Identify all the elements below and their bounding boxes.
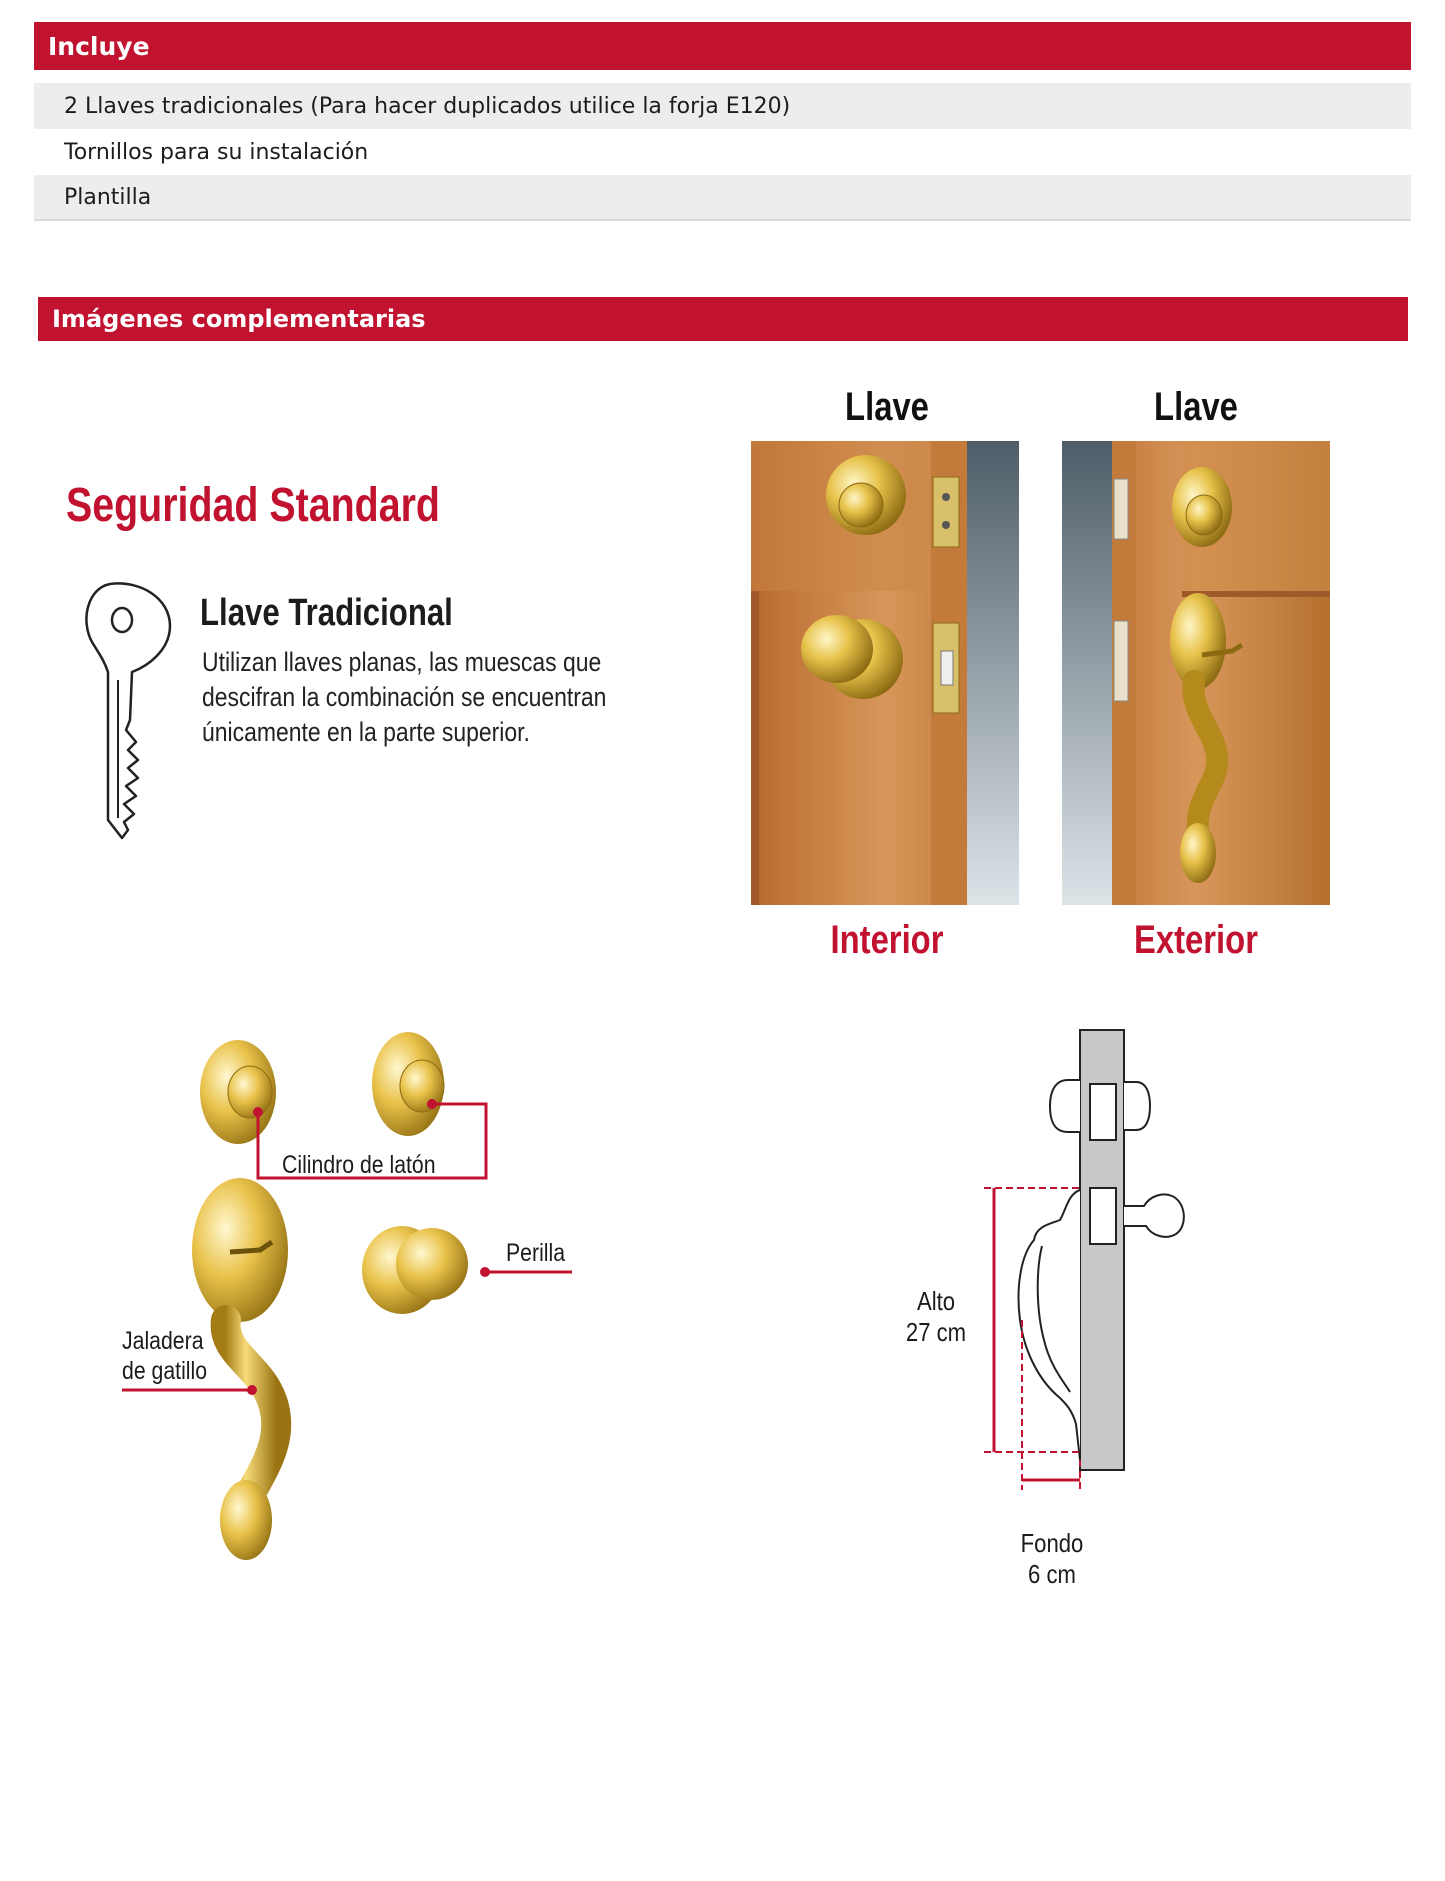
photo-label-exterior: Exterior: [1134, 918, 1258, 962]
imagenes-header: [38, 297, 1408, 341]
photo-label-interior-top: Llave: [845, 385, 929, 429]
incluye-heading: Incluye: [48, 31, 150, 61]
key-description: Utilizan llaves planas, las muescas que descifran la combinación se encuentran únicamente en la parte superior.: [202, 647, 607, 747]
incluye-header: [34, 22, 1411, 70]
dimension-depth: Fondo 6 cm: [1020, 1528, 1084, 1589]
interior-door-photo: [751, 441, 1019, 905]
list-item: Plantilla: [34, 175, 1411, 221]
photo-label-exterior-top: Llave: [1154, 385, 1238, 429]
dimension-height: Alto 27 cm: [905, 1286, 967, 1347]
key-icon: [78, 580, 178, 842]
imagenes-heading: Imágenes complementarias: [52, 305, 426, 333]
list-item: 2 Llaves tradicionales (Para hacer duplicados utilice la forja E120): [34, 83, 1411, 129]
hardware-parts-illustration: [110, 1020, 590, 1560]
callout-knob: Perilla: [506, 1239, 566, 1267]
callout-cylinder: Cilindro de latón: [282, 1151, 436, 1179]
callout-handle: Jaladera de gatillo: [122, 1327, 208, 1385]
list-item: Tornillos para su instalación: [64, 139, 369, 165]
key-title: Llave Tradicional: [200, 592, 453, 634]
dimension-diagram: [900, 1020, 1200, 1490]
exterior-door-photo: [1062, 441, 1330, 905]
photo-label-interior: Interior: [830, 918, 944, 962]
section-title: Seguridad Standard: [66, 479, 440, 532]
